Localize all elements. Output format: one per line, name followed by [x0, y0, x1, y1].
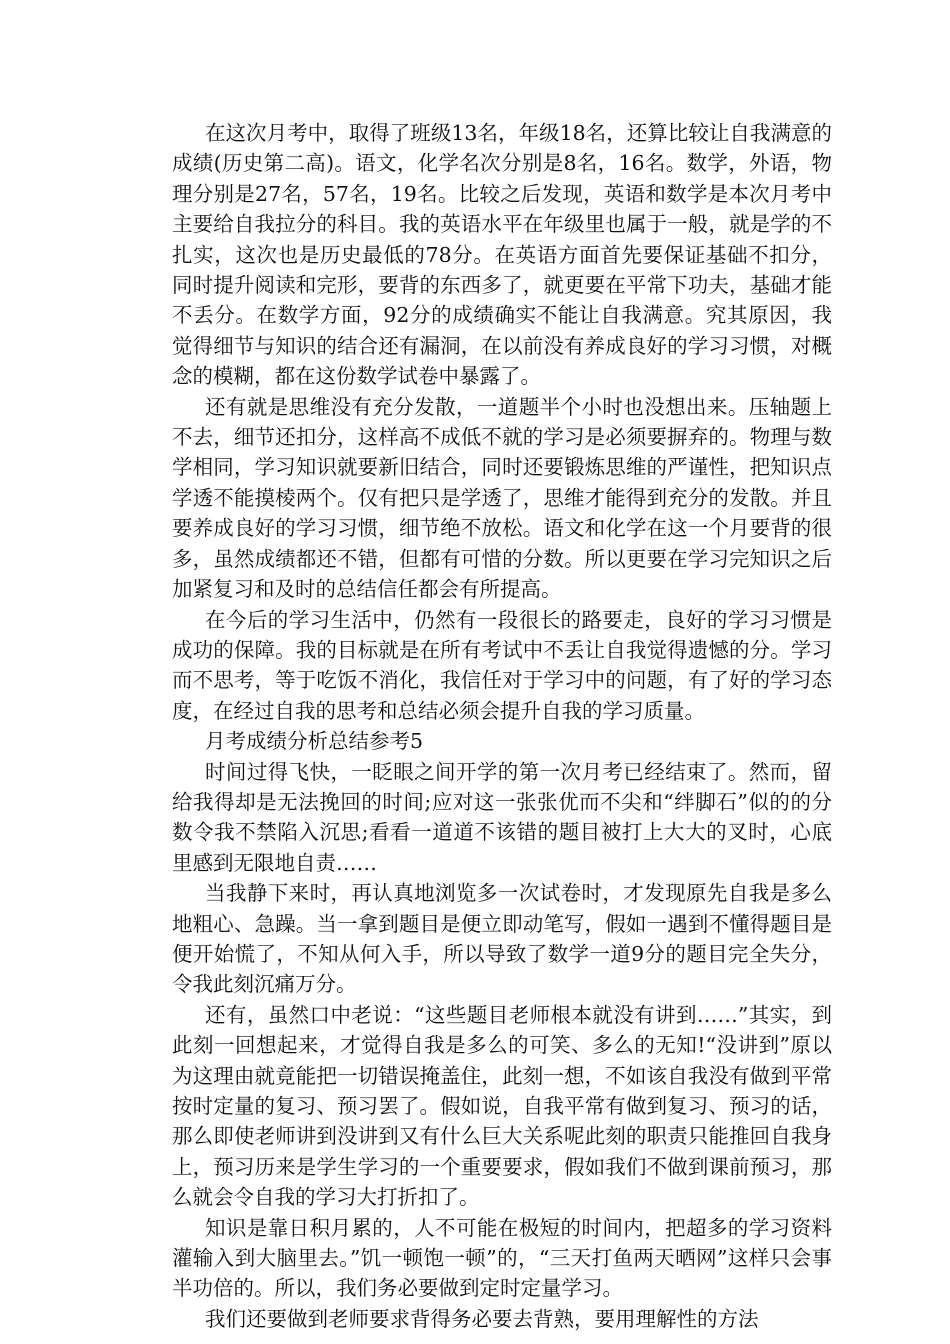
paragraph-memorize: 我们还要做到老师要求背得务必要去背熟，要用理解性的方法	[205, 1306, 759, 1331]
paragraph-excuses: 还有，虽然口中老说：“这些题目老师根本就没有讲到……”其实，到此刻一回想起来，才觉得自我是多么的可笑、多么的无知!“没讲到”原以为这理由就竟能把一切错误掩盖住，此刻一想，不如该自我没有做到平常按时定量的复习、预习罢了。假如说，自我平常有做到复习、预习的话，那么即使老师讲到没讲到又有什么巨大关系呢此刻的职责只能推回自我身上，预习历来是学生学习的一个重要要求，假如我们不做到课前预习，那么就会令自我的学习大打折扣了。	[172, 1002, 832, 1210]
paragraph-exam-results: 在这次月考中，取得了班级13名，年级18名，还算比较让自我满意的成绩(历史第二高)。语文，化学名次分别是8名，16名。数学，外语，物理分别是27名，57名，19名。比较之后发现，英语和数学是本次月考中主要给自我拉分的科目。我的英语水平在年级里也属于一般，就是学的不扎实，这次也是历史最低的78分。在英语方面首先要保证基础不扣分，同时提升阅读和完形，要背的东西多了，就更要在平常下功夫，基础才能不丢分。在数学方面，92分的成绩确实不能让自我满意。究其原因，我觉得细节与知识的结合还有漏洞，在以前没有养成良好的学习习惯，对概念的模糊，都在这份数学试卷中暴露了。	[172, 121, 832, 389]
paragraph-accumulation: 知识是靠日积月累的，人不可能在极短的时间内，把超多的学习资料灌输入到大脑里去。”饥一顿饱一顿”的，“三天打鱼两天晒网”这样只会事半功倍的。所以，我们务必要做到定时定量学习。	[172, 1215, 832, 1301]
section-heading: 月考成绩分析总结参考5	[205, 729, 424, 754]
paragraph-thinking: 还有就是思维没有充分发散，一道题半个小时也没想出来。压轴题上不去，细节还扣分，这样高不成低不就的学习是必须要摒弃的。物理与数学相同，学习知识就要新旧结合，同时还要锻炼思维的严谨性，把知识点学透不能摸棱两个。仅有把只是学透了，思维才能得到充分的发散。并且要养成良好的学习习惯，细节绝不放松。语文和化学在这一个月要背的很多，虽然成绩都还不错，但都有可惜的分数。所以更要在学习完知识之后加紧复习和及时的总结信任都会有所提高。	[172, 394, 832, 602]
paragraph-future-goals: 在今后的学习生活中，仍然有一段很长的路要走，良好的学习习惯是成功的保障。我的目标就是在所有考试中不丢让自我觉得遗憾的分。学习而不思考，等于吃饭不消化，我信任对于学习中的问题，有了好的学习态度，在经过自我的思考和总结必须会提升自我的学习质量。	[172, 607, 832, 723]
paragraph-review-paper: 当我静下来时，再认真地浏览多一次试卷时，才发现原先自我是多么地粗心、急躁。当一拿到题目是便立即动笔写，假如一遇到不懂得题目是便开始慌了，不知从何入手，所以导致了数学一道9分的题目完全失分，令我此刻沉痛万分。	[172, 881, 832, 997]
document-page	[172, 118, 832, 1334]
paragraph-time-flies: 时间过得飞快，一眨眼之间开学的第一次月考已经结束了。然而，留给我得却是无法挽回的时间;应对这一张张优而不尖和“绊脚石”似的的分数令我不禁陷入沉思;看看一道道不该错的题目被打上大大的叉时，心底里感到无限地自责……	[172, 759, 832, 875]
